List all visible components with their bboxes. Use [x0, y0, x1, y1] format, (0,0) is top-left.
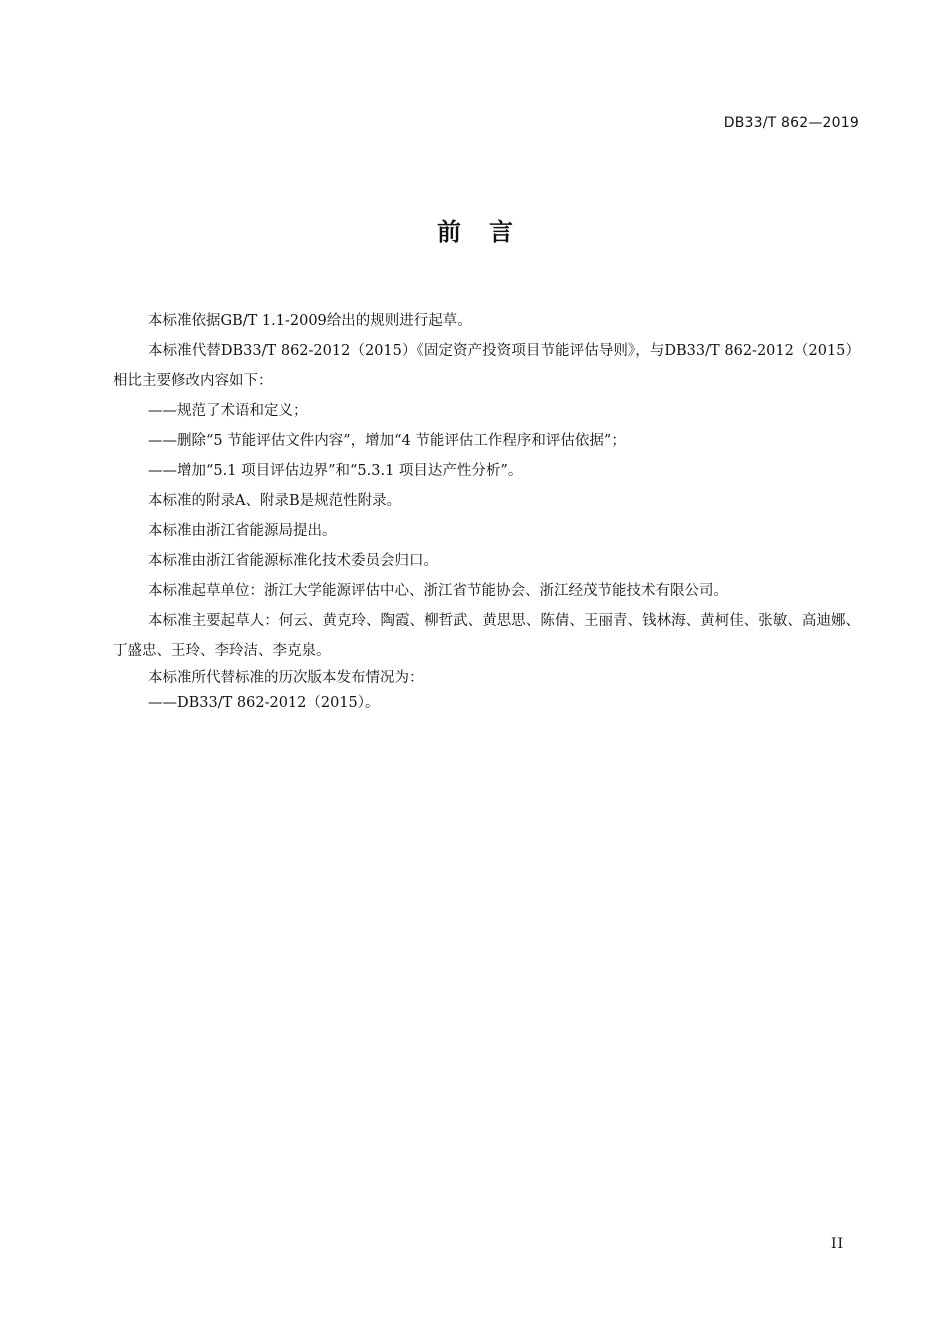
paragraph-main-drafters: 本标准主要起草人：何云、黄克玲、陶霞、柳哲武、黄思思、陈倩、王丽青、钱林海、黄柯佳、张敏、高迪娜、丁盛忠、王玲、李玲洁、李克泉。 — [113, 613, 860, 659]
paragraph-version-history-item: ——DB33/T 862-2012（2015）。 — [148, 695, 380, 711]
document-body — [113, 306, 860, 716]
paragraph-appendices: 本标准的附录A、附录B是规范性附录。 — [148, 493, 402, 509]
paragraph-replacement-note: 本标准代替DB33/T 862-2012（2015）《固定资产投资项目节能评估导则》，与DB33/T 862-2012（2015）相比主要修改内容如下： — [113, 343, 860, 389]
page-number: II — [830, 1236, 844, 1252]
paragraph-change-delete-add: ——删除“5 节能评估文件内容”，增加“4 节能评估工作程序和评估依据”； — [148, 433, 626, 449]
paragraph-change-terms: ——规范了术语和定义； — [148, 403, 308, 419]
document-header-code: DB33/T 862—2019 — [723, 115, 859, 131]
paragraph-change-add-sections: ——增加“5.1 项目评估边界”和“5.3.1 项目达产性分析”。 — [148, 463, 523, 479]
paragraph-version-history-intro: 本标准所代替标准的历次版本发布情况为： — [148, 670, 424, 686]
page-title: 前言 — [437, 218, 541, 246]
paragraph-drafting-units: 本标准起草单位：浙江大学能源评估中心、浙江省节能协会、浙江经茂节能技术有限公司。 — [148, 583, 728, 599]
paragraph-drafting-rules: 本标准依据GB/T 1.1-2009给出的规则进行起草。 — [148, 313, 472, 329]
paragraph-committee: 本标准由浙江省能源标准化技术委员会归口。 — [148, 553, 438, 569]
paragraph-proposer: 本标准由浙江省能源局提出。 — [148, 523, 337, 539]
